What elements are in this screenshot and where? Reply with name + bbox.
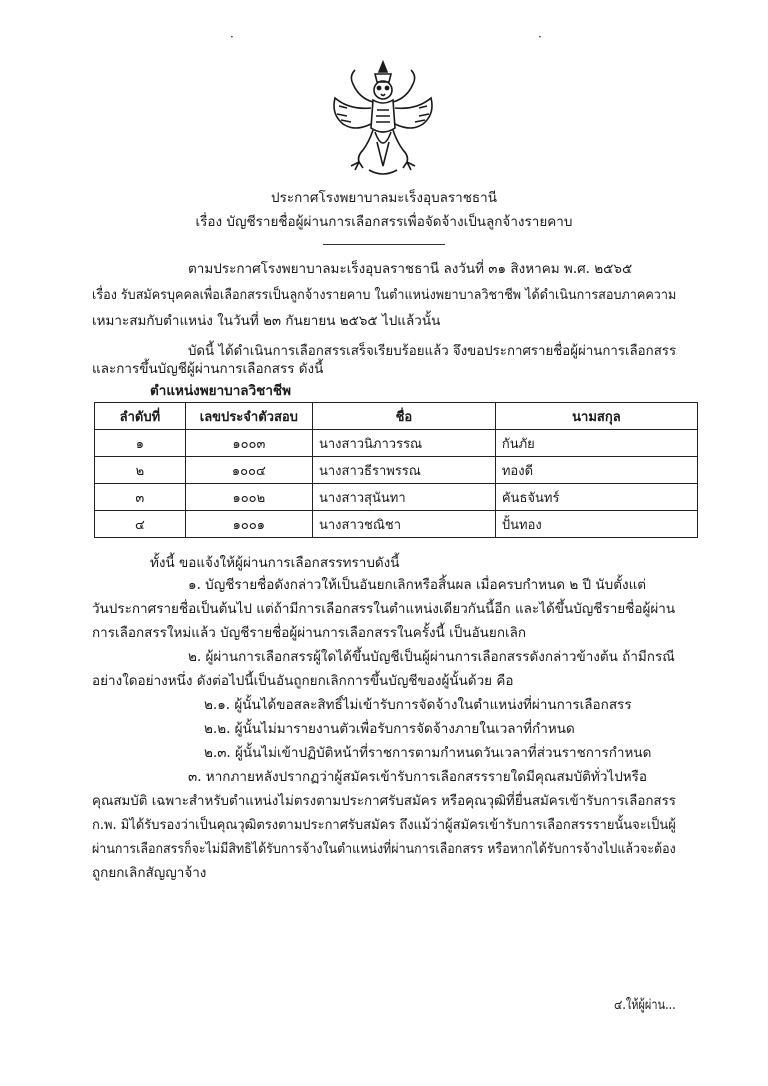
clause-2-2: ๒.๒. ผู้นั้นไม่มารายงานตัวเพื่อรับการจัดจ้างภายในเวลาที่กำหนด bbox=[204, 721, 575, 737]
scan-speck: · bbox=[230, 30, 234, 44]
clause-2-line: อย่างใดอย่างหนึ่ง ดังต่อไปนี้เป็นอันถูกยกเลิกการขึ้นบัญชีของผู้นั้นด้วย คือ bbox=[92, 673, 514, 689]
clause-2-1: ๒.๑. ผู้นั้นได้ขอสละสิทธิ์ไม่เข้ารับการจัดจ้างในตำแหน่งที่ผ่านการเลือกสรร bbox=[204, 697, 632, 713]
cell-first-name: นางสาวชณิชา bbox=[312, 511, 495, 538]
announce-line: บัดนี้ ได้ดำเนินการเลือกสรรเสร็จเรียบร้อยแล้ว จึงขอประกาศรายชื่อผู้ผ่านการเลือกสรร bbox=[188, 343, 677, 359]
cell-rank: ๒ bbox=[95, 457, 186, 484]
clause-1-line: การเลือกสรรใหม่แล้ว บัญชีรายชื่อผู้ผ่านการเลือกสรรในครั้งนี้ เป็นอันยกเลิก bbox=[92, 625, 527, 641]
table-header-row bbox=[95, 403, 698, 430]
intro-line: เหมาะสมกับตำแหน่ง ในวันที่ ๒๓ กันยายน ๒๕๖๕ ไปแล้วนั้น bbox=[92, 313, 441, 329]
cell-exam-id: ๑๐๐๓ bbox=[185, 430, 312, 457]
clause-3-line: ถูกยกเลิกสัญญาจ้าง bbox=[92, 865, 207, 881]
table-row bbox=[95, 484, 698, 511]
cell-rank: ๑ bbox=[95, 430, 186, 457]
cell-rank: ๓ bbox=[95, 484, 186, 511]
title-divider bbox=[323, 244, 445, 245]
position-label: ตำแหน่งพยาบาลวิชาชีพ bbox=[150, 383, 291, 399]
clause-2-line: ๒. ผู้ผ่านการเลือกสรรผู้ใดได้ขึ้นบัญชีเป็นผู้ผ่านการเลือกสรรดังกล่าวข้างต้น ถ้ามีกรณี bbox=[188, 649, 675, 665]
notice-intro: ทั้งนี้ ขอแจ้งให้ผู้ผ่านการเลือกสรรทราบดังนี้ bbox=[150, 555, 400, 571]
cell-surname: ทองดี bbox=[495, 457, 697, 484]
cell-exam-id: ๑๐๐๑ bbox=[185, 511, 312, 538]
header-surname: นามสกุล bbox=[495, 403, 697, 430]
cell-surname: ปั้นทอง bbox=[495, 511, 697, 538]
table-row bbox=[95, 457, 698, 484]
scan-speck: · bbox=[538, 30, 542, 44]
intro-line: เรื่อง รับสมัครบุคคลเพื่อเลือกสรรเป็นลูกจ้างรายคาบ ในตำแหน่งพยาบาลวิชาชีพ ได้ดำเนินการสอบภาคความ bbox=[92, 287, 677, 303]
candidate-table bbox=[94, 402, 698, 538]
garuda-emblem-icon bbox=[329, 58, 437, 182]
clause-1-line: ๑. บัญชีรายชื่อดังกล่าวให้เป็นอันยกเลิกหรือสิ้นผล เมื่อครบกำหนด ๒ ปี นับตั้งแต่ bbox=[188, 577, 647, 593]
announcement-subject: เรื่อง บัญชีรายชื่อผู้ผ่านการเลือกสรรเพื่อจัดจ้างเป็นลูกจ้างรายคาบ bbox=[195, 214, 573, 230]
cell-exam-id: ๑๐๐๔ bbox=[185, 457, 312, 484]
clause-3-line: ก.พ. มิได้รับรองว่าเป็นคุณวุฒิตรงตามประกาศรับสมัคร ถึงแม้ว่าผู้สมัครเข้ารับการเลือกสรรรายนั้นจะเป็นผู้ bbox=[92, 817, 676, 833]
header-exam-id: เลขประจำตัวสอบ bbox=[185, 403, 312, 430]
cell-surname: คันธจันทร์ bbox=[495, 484, 697, 511]
clause-3-line: ผ่านการเลือกสรรก็จะไม่มีสิทธิได้รับการจ้างในตำแหน่งที่ผ่านการเลือกสรร หรือหากได้รับการจ้างไปแล้วจะต้อง bbox=[92, 841, 676, 857]
announcement-title: ประกาศโรงพยาบาลมะเร็งอุบลราชธานี bbox=[271, 190, 497, 206]
cell-first-name: นางสาวนิภาวรรณ bbox=[312, 430, 495, 457]
cell-first-name: นางสาวสุนันทา bbox=[312, 484, 495, 511]
intro-line: ตามประกาศโรงพยาบาลมะเร็งอุบลราชธานี ลงวันที่ ๓๑ สิงหาคม พ.ศ. ๒๕๖๕ bbox=[188, 261, 633, 277]
header-rank: ลำดับที่ bbox=[95, 403, 186, 430]
cell-surname: กันภัย bbox=[495, 430, 697, 457]
announce-line: และการขึ้นบัญชีผู้ผ่านการเลือกสรร ดังนี้ bbox=[92, 361, 324, 377]
clause-3-line: ๓. หากภายหลังปรากฏว่าผู้สมัครเข้ารับการเลือกสรรรายใดมีคุณสมบัติทั่วไปหรือ bbox=[188, 769, 648, 785]
clause-2-3: ๒.๓. ผู้นั้นไม่เข้าปฏิบัติหน้าที่ราชการตามกำหนดวันเวลาที่ส่วนราชการกำหนด bbox=[204, 745, 652, 761]
clause-3-line: คุณสมบัติ เฉพาะสำหรับตำแหน่งไม่ตรงตามประกาศรับสมัคร หรือคุณวุฒิที่ยื่นสมัครเข้ารับการเลือกสรร bbox=[92, 793, 676, 809]
cell-rank: ๔ bbox=[95, 511, 186, 538]
table-row bbox=[95, 430, 698, 457]
cell-first-name: นางสาวธีราพรรณ bbox=[312, 457, 495, 484]
header-first-name: ชื่อ bbox=[312, 403, 495, 430]
cell-exam-id: ๑๐๐๒ bbox=[185, 484, 312, 511]
clause-1-line: วันประกาศรายชื่อเป็นต้นไป แต่ถ้ามีการเลือกสรรในตำแหน่งเดียวกันนี้อีก และได้ขึ้นบัญชีรายชื่อผู้ผ่าน bbox=[92, 601, 676, 617]
table-row bbox=[95, 511, 698, 538]
page-continuation: ๔.ให้ผู้ผ่าน... bbox=[614, 997, 676, 1013]
